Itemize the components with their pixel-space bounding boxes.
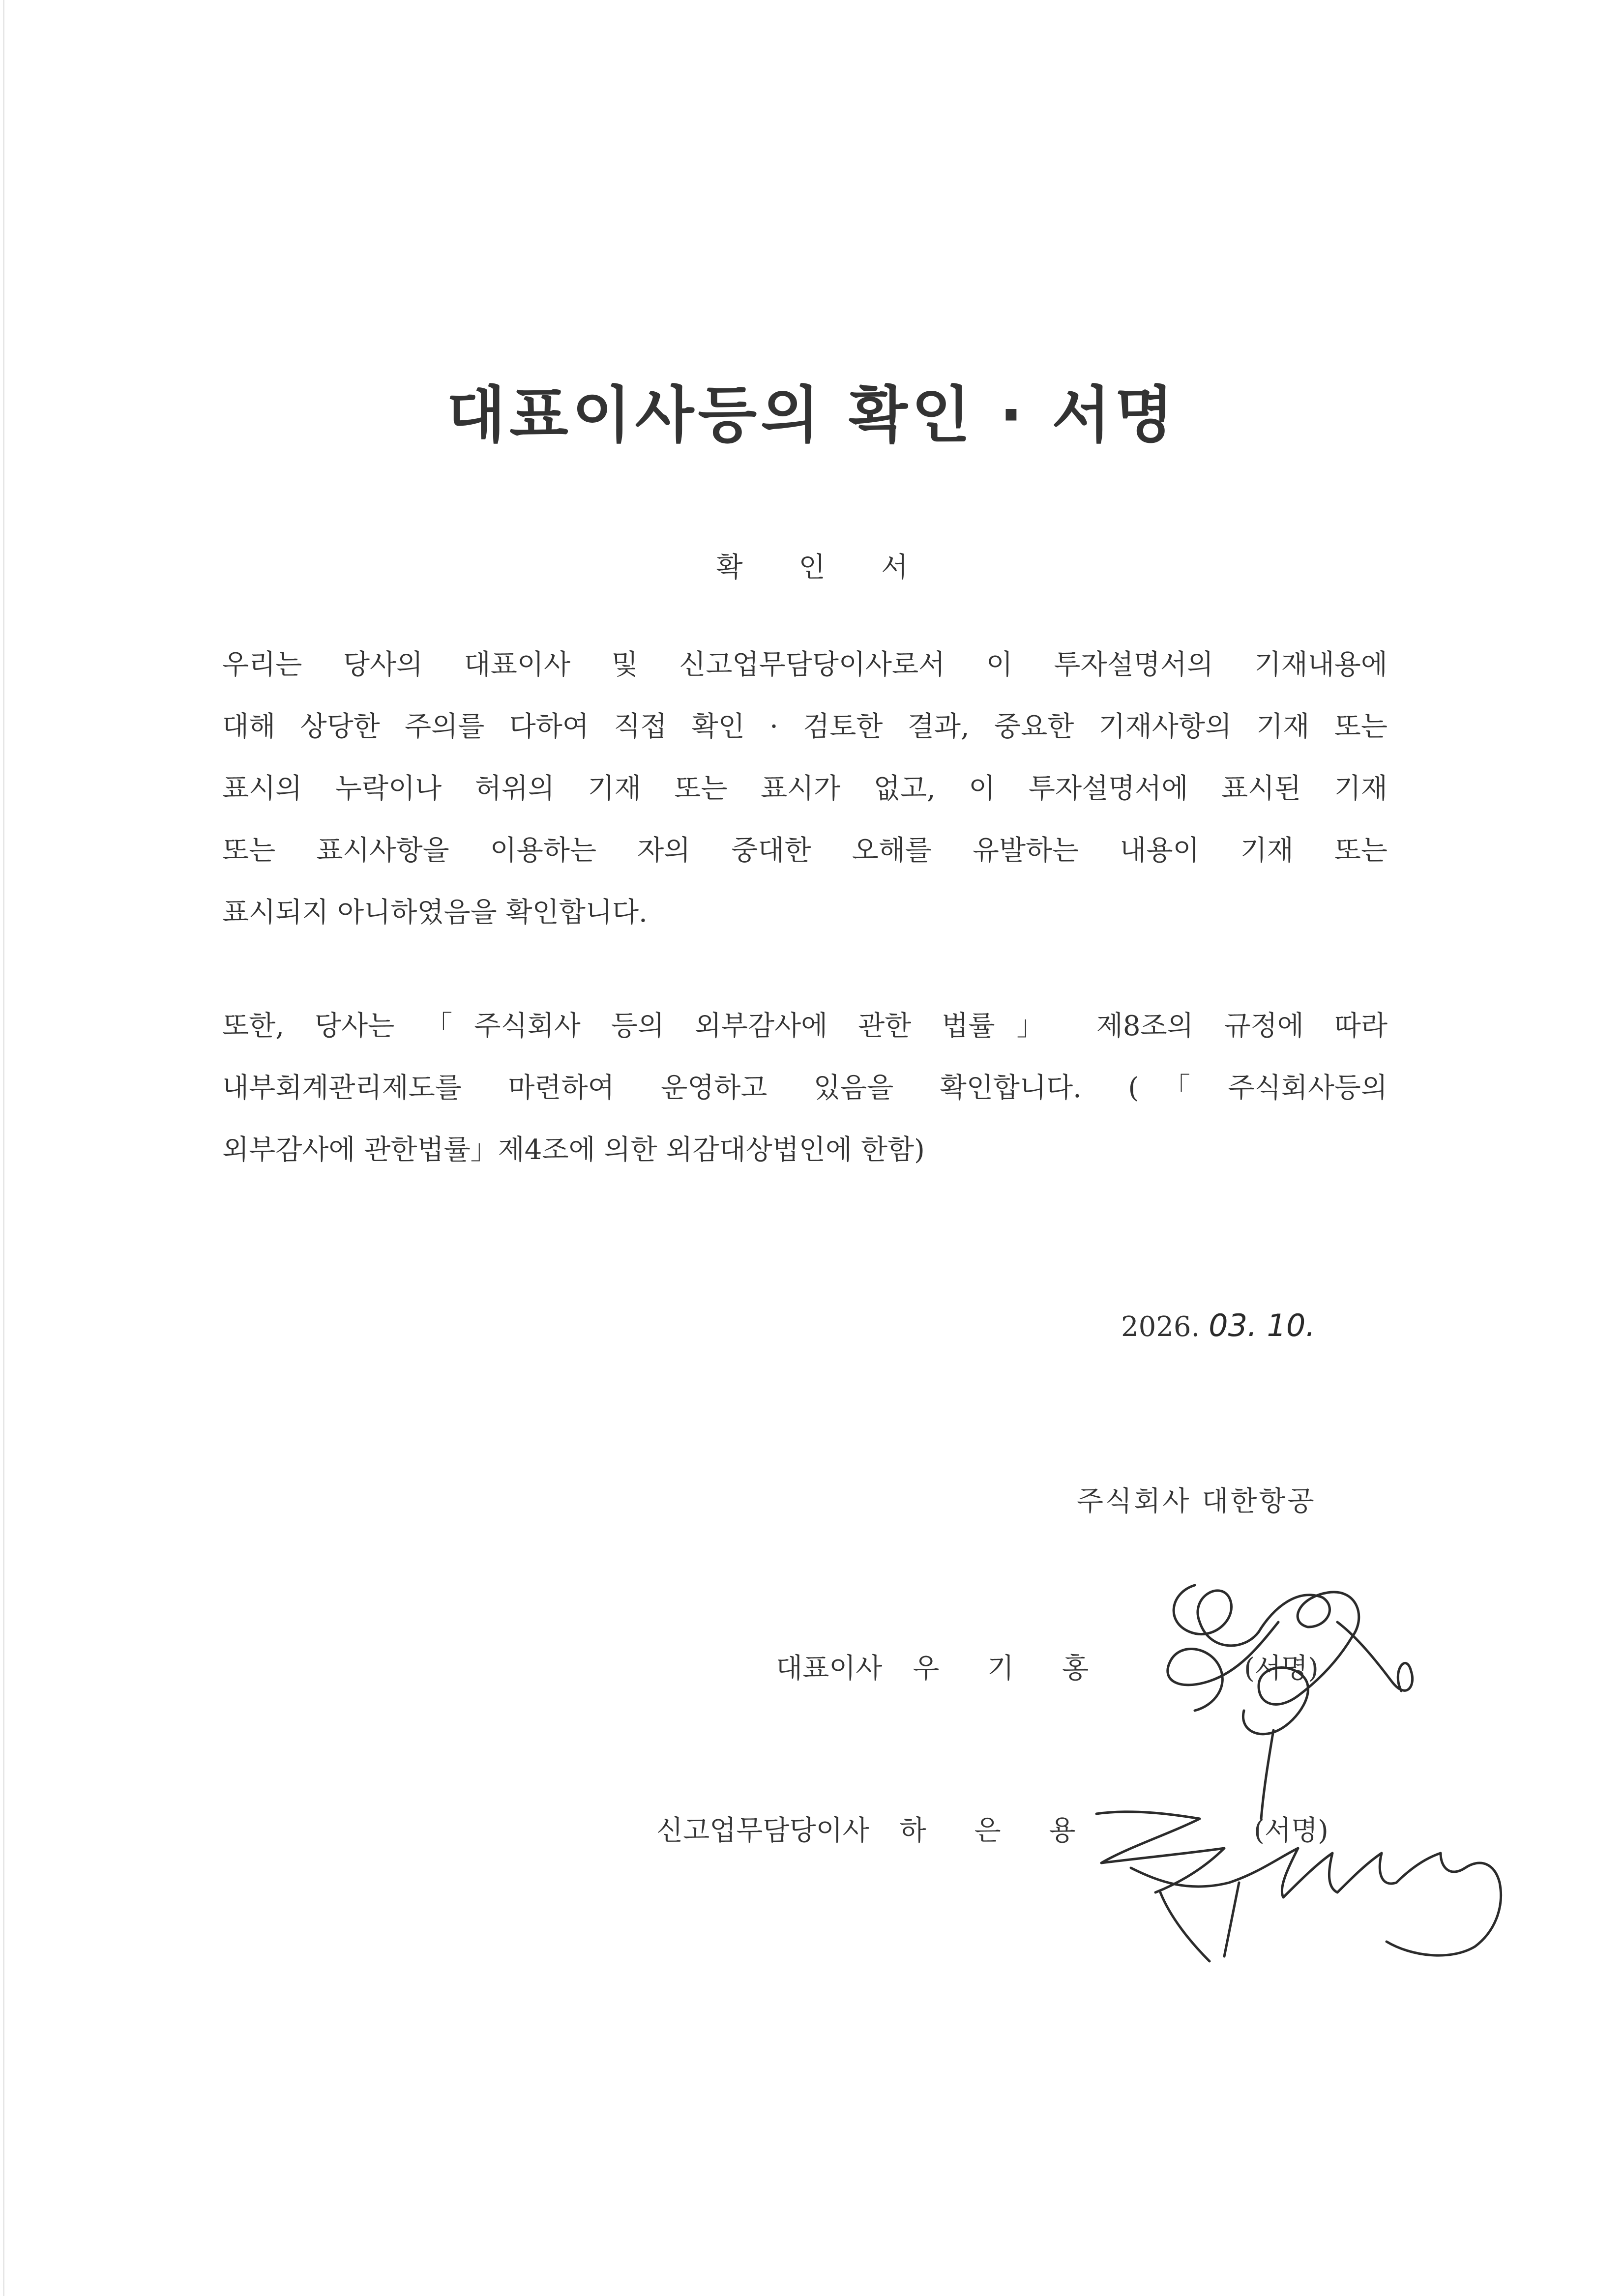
signature-label: (서명) — [1254, 1815, 1329, 1847]
ceo-signature — [1168, 1585, 1413, 1819]
confirmation-paragraph — [222, 634, 1388, 944]
signer-role: 신고업무담당이사 — [656, 1815, 869, 1847]
internal-control-paragraph — [222, 995, 1388, 1181]
company-name: 주식회사 대한항공 — [1077, 1485, 1316, 1517]
signer-name: 하 은 용 — [899, 1815, 1095, 1847]
date-printed: 2026. — [1121, 1311, 1200, 1343]
paragraph-line: 표시되지 아니하였음을 확인합니다. — [222, 897, 648, 929]
paragraph-line: 또는 표시사항을 이용하는 자의 중대한 오해를 유발하는 내용이 기재 또는 — [222, 835, 1388, 867]
paragraph-line: 외부감사에 관한법률」제4조에 의한 외감대상법인에 한함) — [222, 1134, 925, 1166]
document-subtitle: 확 인 서 — [716, 552, 932, 583]
signer-role: 대표이사 — [776, 1653, 883, 1685]
signature-label: (서명) — [1244, 1653, 1319, 1685]
date-handwritten: 03. 10. — [1209, 1308, 1316, 1343]
signer-ceo — [776, 1647, 1108, 1686]
paragraph-line: 또한, 당사는 「주식회사 등의 외부감사에 관한 법률」 제8조의 규정에 따라 — [222, 1010, 1388, 1042]
paragraph-line: 우리는 당사의 대표이사 및 신고업무담당이사로서 이 투자설명서의 기재내용에 — [222, 649, 1388, 681]
page-edge — [3, 0, 4, 2296]
paragraph-line: 내부회계관리제도를 마련하여 운영하고 있음을 확인합니다. (「주식회사등의 — [222, 1072, 1388, 1104]
document-date — [1121, 1308, 1315, 1343]
paragraph-line: 표시의 누락이나 허위의 기재 또는 표시가 없고, 이 투자설명서에 표시된 기재 — [222, 773, 1388, 805]
paragraph-line: 대해 상당한 주의를 다하여 직접 확인 · 검토한 결과, 중요한 기재사항의 기재 또는 — [222, 711, 1388, 743]
document-title: 대표이사등의 확인 · 서명 — [446, 380, 1178, 451]
signer-name: 우 기 홍 — [913, 1653, 1109, 1685]
signer-filing-director — [656, 1809, 1095, 1848]
